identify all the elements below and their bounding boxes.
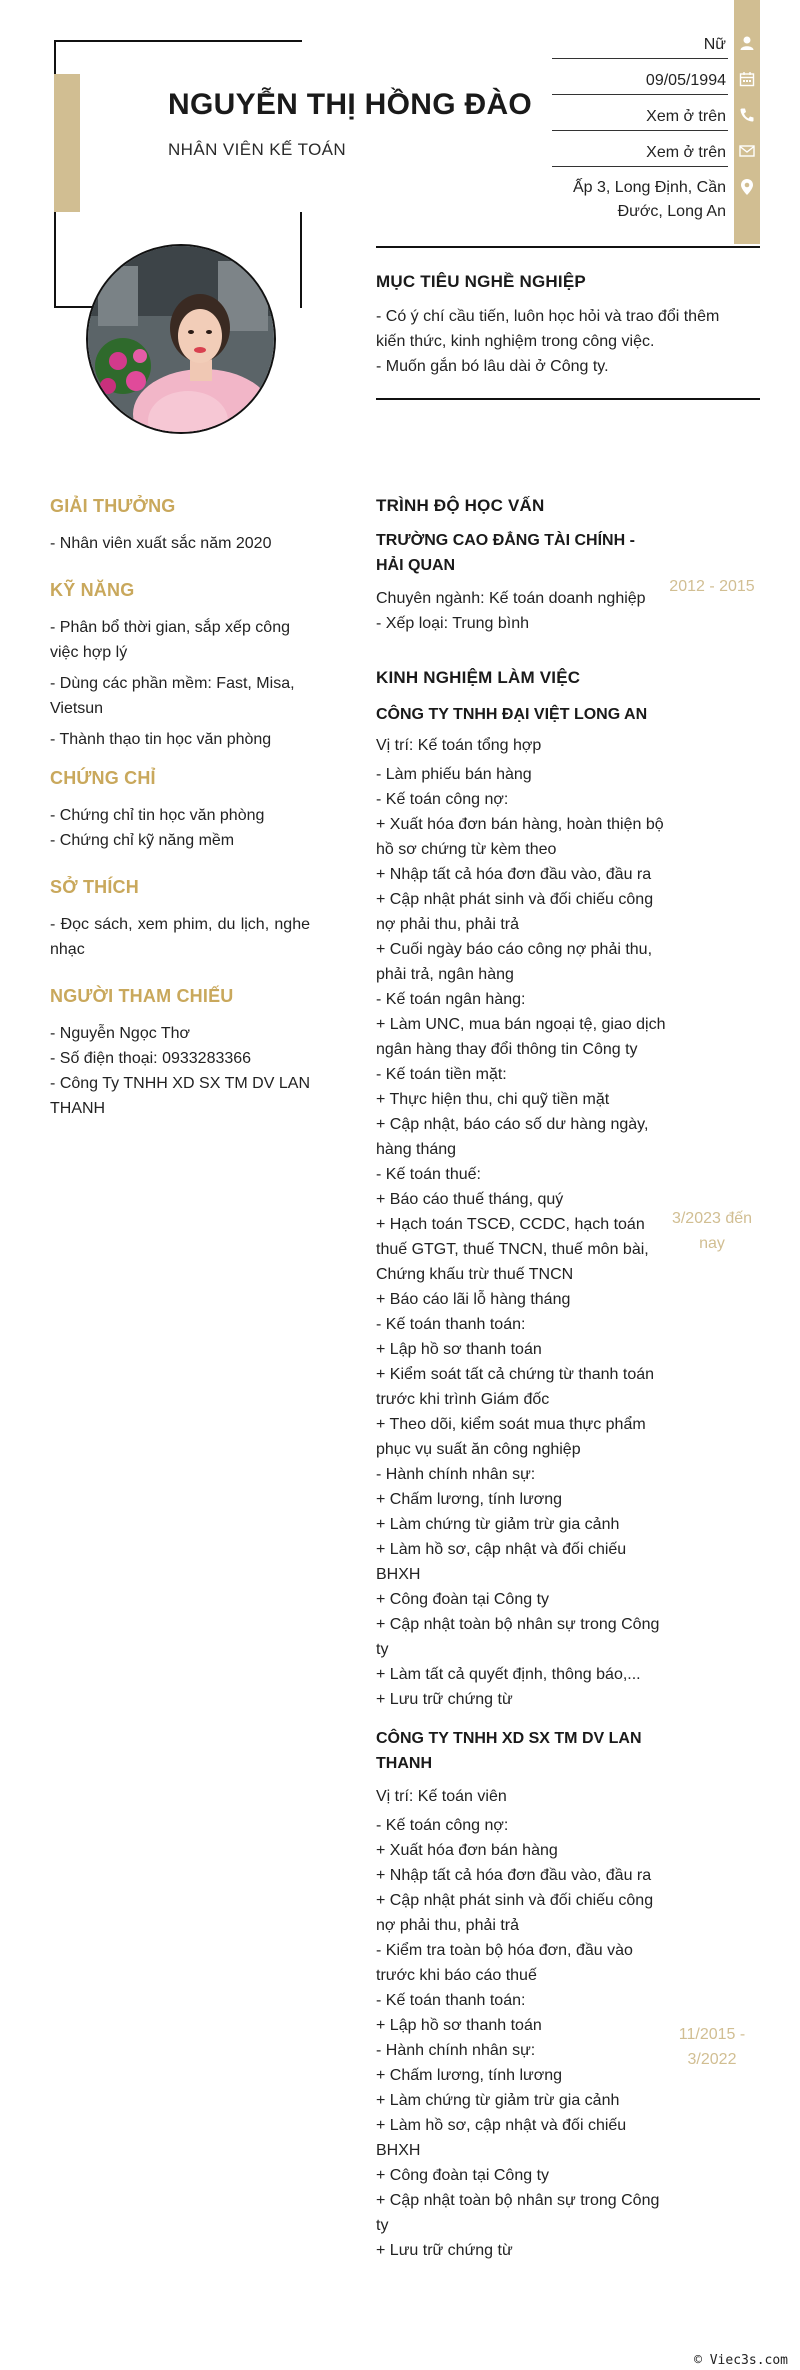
job-duty-line: + Nhập tất cả hóa đơn đầu vào, đầu ra bbox=[376, 1867, 652, 1884]
contact-divider bbox=[552, 58, 728, 59]
left-column bbox=[50, 496, 310, 1121]
contact-divider bbox=[552, 166, 728, 167]
skills-item: - Phân bổ thời gian, sắp xếp công việc hợp lý bbox=[50, 619, 290, 661]
job-duty-line: + Xuất hóa đơn bán hàng bbox=[376, 1842, 558, 1859]
job-duty-line: + Cập nhật phát sinh và đối chiếu công nợ phải thu, phải trả bbox=[376, 891, 654, 933]
job-duty-line: + Lập hồ sơ thanh toán bbox=[376, 2017, 542, 2034]
user-icon bbox=[734, 30, 760, 56]
objective-line: kiến thức, kinh nghiệm trong công việc. bbox=[376, 333, 655, 350]
job-duty-line: + Làm UNC, mua bán ngoại tệ, giao dịch ngân hàng thay đổi thông tin Công ty bbox=[376, 1016, 666, 1058]
header-frame-right bbox=[300, 212, 302, 308]
avatar bbox=[86, 244, 276, 434]
job-duty-line: - Kế toán công nợ: bbox=[376, 1817, 509, 1834]
job-duty-line: + Kiểm soát tất cả chứng từ thanh toán trước khi trình Giám đốc bbox=[376, 1366, 655, 1408]
awards-item: - Nhân viên xuất sắc năm 2020 bbox=[50, 535, 272, 552]
header-accent-bar bbox=[54, 74, 80, 212]
watermark: © Viec3s.com bbox=[694, 2353, 788, 2368]
job-duty-line: - Kế toán thanh toán: bbox=[376, 1992, 526, 2009]
job-date bbox=[662, 2022, 762, 2072]
job-duty-line: + Báo cáo thuế tháng, quý bbox=[376, 1191, 564, 1208]
job-date-line: 3/2023 đến bbox=[671, 1210, 753, 1227]
education-title: TRÌNH ĐỘ HỌC VẤN bbox=[376, 496, 545, 515]
job-duty-line: + Lưu trữ chứng từ bbox=[376, 1691, 513, 1708]
contact-birthday: 09/05/1994 bbox=[645, 72, 726, 89]
job-duty-line: - Kế toán thuế: bbox=[376, 1166, 481, 1183]
job-duty-line: + Làm chứng từ giảm trừ gia cảnh bbox=[376, 2092, 620, 2109]
job-duty-line: - Làm phiếu bán hàng bbox=[376, 766, 532, 783]
job-duty-line: - Kế toán ngân hàng: bbox=[376, 991, 526, 1008]
job-title: NHÂN VIÊN KẾ TOÁN bbox=[168, 140, 347, 159]
job-duty-line: - Kiểm tra toàn bộ hóa đơn, đầu vào trước khi báo cáo thuế bbox=[376, 1942, 633, 1984]
job-duty-line: + Nhập tất cả hóa đơn đầu vào, đầu ra bbox=[376, 866, 652, 883]
experience-section bbox=[376, 668, 666, 2263]
contact-divider bbox=[552, 94, 728, 95]
skills-item: - Dùng các phần mềm: Fast, Misa, Vietsun bbox=[50, 675, 295, 717]
job-duty-line: + Làm hồ sơ, cập nhật và đối chiếu BHXH bbox=[376, 2117, 627, 2159]
address-line: Đước, Long An bbox=[617, 203, 726, 220]
job-position: Vị trí: Kế toán viên bbox=[376, 1788, 507, 1805]
job-duty-line: + Làm tất cả quyết định, thông báo,... bbox=[376, 1666, 641, 1683]
certificates-title: CHỨNG CHỈ bbox=[50, 768, 156, 788]
job-date bbox=[662, 1206, 762, 1256]
job-duty-line: + Công đoàn tại Công ty bbox=[376, 1591, 550, 1608]
job-duty-line: + Cập nhật toàn bộ nhân sự trong Công ty bbox=[376, 1616, 660, 1658]
job-date-line: 11/2015 - bbox=[678, 2026, 746, 2043]
job-duty-line: + Xuất hóa đơn bán hàng, hoàn thiện bộ hồ sơ chứng từ kèm theo bbox=[376, 816, 664, 858]
education-major: Chuyên ngành: Kế toán doanh nghiệp bbox=[376, 590, 646, 607]
job-date-line: 3/2022 bbox=[687, 2051, 737, 2068]
objective-rule-bottom bbox=[376, 398, 760, 400]
references-title: NGƯỜI THAM CHIẾU bbox=[50, 986, 234, 1006]
address-line: Ấp 3, Long Định, Cần bbox=[573, 179, 726, 196]
job-position: Vị trí: Kế toán tổng hợp bbox=[376, 737, 542, 754]
education-date: 2012 - 2015 bbox=[669, 578, 755, 595]
job-date-line: nay bbox=[699, 1235, 725, 1252]
skills-title: KỸ NĂNG bbox=[50, 580, 135, 600]
header-frame-top bbox=[54, 40, 302, 42]
job-duty-line: + Thực hiện thu, chi quỹ tiền mặt bbox=[376, 1091, 610, 1108]
job-duty-line: - Kế toán tiền mặt: bbox=[376, 1066, 507, 1083]
objective-text bbox=[376, 304, 760, 379]
job-duty-line: - Hành chính nhân sự: bbox=[376, 1466, 536, 1483]
job-duty-line: + Chấm lương, tính lương bbox=[376, 1491, 563, 1508]
certificates-item: - Chứng chỉ tin học văn phòng bbox=[50, 807, 265, 824]
job-duty-line: + Công đoàn tại Công ty bbox=[376, 2167, 550, 2184]
job-duty-line: + Cập nhật, báo cáo số dư hàng ngày, hàng tháng bbox=[376, 1116, 649, 1158]
references-item: - Nguyễn Ngọc Thơ bbox=[50, 1025, 191, 1042]
contact-phone: Xem ở trên bbox=[646, 108, 726, 125]
experience-title: KINH NGHIỆM LÀM VIỆC bbox=[376, 668, 581, 687]
school-name: TRƯỜNG CAO ĐẲNG TÀI CHÍNH - HẢI QUAN bbox=[376, 532, 635, 574]
hobbies-title: SỞ THÍCH bbox=[50, 877, 139, 897]
contact-email: Xem ở trên bbox=[646, 144, 726, 161]
location-pin-icon bbox=[734, 174, 760, 200]
job-duty-line: + Làm chứng từ giảm trừ gia cảnh bbox=[376, 1516, 620, 1533]
job-duty-line: + Theo dõi, kiểm soát mua thực phẩm phục vụ suất ăn công nghiệp bbox=[376, 1416, 646, 1458]
job-company: CÔNG TY TNHH ĐẠI VIỆT LONG AN bbox=[376, 706, 648, 723]
contact-divider bbox=[552, 130, 728, 131]
job-duty-line: + Hạch toán TSCĐ, CCDC, hạch toán thuế GTGT, thuế TNCN, thuế môn bài, Chứng khấu trừ thuế TNCN bbox=[376, 1216, 649, 1283]
job-duty-line: + Cuối ngày báo cáo công nợ phải thu, phải trả, ngân hàng bbox=[376, 941, 653, 983]
job-duty-line: - Kế toán công nợ: bbox=[376, 791, 509, 808]
job-duty-line: + Cập nhật toàn bộ nhân sự trong Công ty bbox=[376, 2192, 660, 2234]
references-item: - Số điện thoại: 0933283366 bbox=[50, 1050, 252, 1067]
education-grade: - Xếp loại: Trung bình bbox=[376, 615, 529, 632]
contact-address bbox=[516, 176, 726, 224]
email-icon bbox=[734, 138, 760, 164]
job-duty-line: + Làm hồ sơ, cập nhật và đối chiếu BHXH bbox=[376, 1541, 627, 1583]
education-section bbox=[376, 496, 666, 636]
objective-line: - Muốn gắn bó lâu dài ở Công ty. bbox=[376, 358, 609, 375]
job-company: CÔNG TY TNHH XD SX TM DV LAN THANH bbox=[376, 1730, 642, 1772]
job-duty-line: + Cập nhật phát sinh và đối chiếu công nợ phải thu, phải trả bbox=[376, 1892, 654, 1934]
calendar-icon bbox=[734, 66, 760, 92]
job-duty-line: + Báo cáo lãi lỗ hàng tháng bbox=[376, 1291, 571, 1308]
phone-icon bbox=[734, 102, 760, 128]
job-duties bbox=[376, 762, 666, 1712]
job-duty-line: + Lập hồ sơ thanh toán bbox=[376, 1341, 542, 1358]
job-duty-line: + Lưu trữ chứng từ bbox=[376, 2242, 513, 2259]
job-duty-line: - Kế toán thanh toán: bbox=[376, 1316, 526, 1333]
objective-line: - Có ý chí cầu tiến, luôn học hỏi và trao đổi thêm bbox=[376, 308, 720, 325]
awards-title: GIẢI THƯỞNG bbox=[50, 496, 176, 516]
candidate-name: NGUYỄN THỊ HỒNG ĐÀO bbox=[168, 88, 533, 121]
references-item: - Công Ty TNHH XD SX TM DV LAN THANH bbox=[50, 1075, 310, 1117]
job-duty-line: - Hành chính nhân sự: bbox=[376, 2042, 536, 2059]
skills-item: - Thành thạo tin học văn phòng bbox=[50, 731, 272, 748]
avatar-photo bbox=[88, 246, 274, 432]
certificates-item: - Chứng chỉ kỹ năng mềm bbox=[50, 832, 235, 849]
objective-title: MỤC TIÊU NGHỀ NGHIỆP bbox=[376, 272, 586, 291]
job-duty-line: + Chấm lương, tính lương bbox=[376, 2067, 563, 2084]
job-duties bbox=[376, 1813, 666, 2263]
contact-gender: Nữ bbox=[703, 36, 726, 53]
hobbies-text: - Đọc sách, xem phim, du lịch, nghe nhạc bbox=[50, 916, 310, 958]
objective-rule-top bbox=[376, 246, 760, 248]
